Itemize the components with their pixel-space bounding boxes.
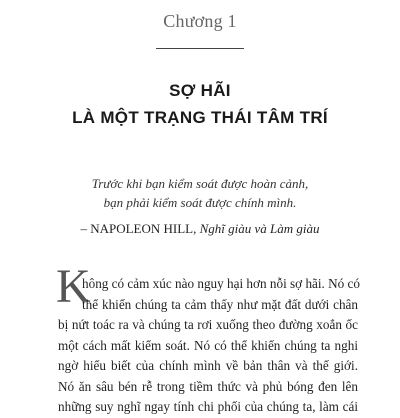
body-line: thể khiến chúng ta cảm thấy như mặt đất dưới chân [82, 296, 358, 312]
body-paragraph [58, 274, 361, 418]
attribution-author: – NAPOLEON HILL, [80, 221, 200, 236]
body-line: một cách mất kiểm soát. Nó có thể khiến chúng ta nghi [58, 337, 358, 353]
epigraph-line-1: Trước khi bạn kiểm soát được hoàn cảnh, [91, 176, 309, 191]
drop-cap: K [56, 260, 91, 313]
body-line: ngờ hiểu biết của chính mình về bản thân và thế giới. [58, 358, 358, 373]
chapter-title-line-2: LÀ MỘT TRẠNG THÁI TÂM TRÍ [72, 108, 328, 127]
epigraph-attribution [0, 221, 400, 237]
chapter-label: Chương 1 [163, 11, 237, 31]
epigraph-line-2: bạn phải kiểm soát được chính mình. [103, 195, 297, 210]
attribution-book: Nghĩ giàu và Làm giàu [199, 221, 320, 236]
chapter-divider [156, 48, 244, 49]
body-line: Nó ăn sâu bén rễ trong tiềm thức và phủ bóng đen lên [58, 378, 358, 394]
body-line: những suy nghĩ ngay tính chi phối của chúng ta, làm cái [58, 399, 358, 414]
chapter-title-line-1: SỢ HÃI [169, 81, 231, 100]
body-line: hông có cảm xúc nào nguy hại hơn nỗi sợ hãi. Nó có [82, 276, 361, 291]
body-line: bị nứt toác ra và chúng ta rơi xuống theo đường xoắn ốc [58, 317, 358, 332]
